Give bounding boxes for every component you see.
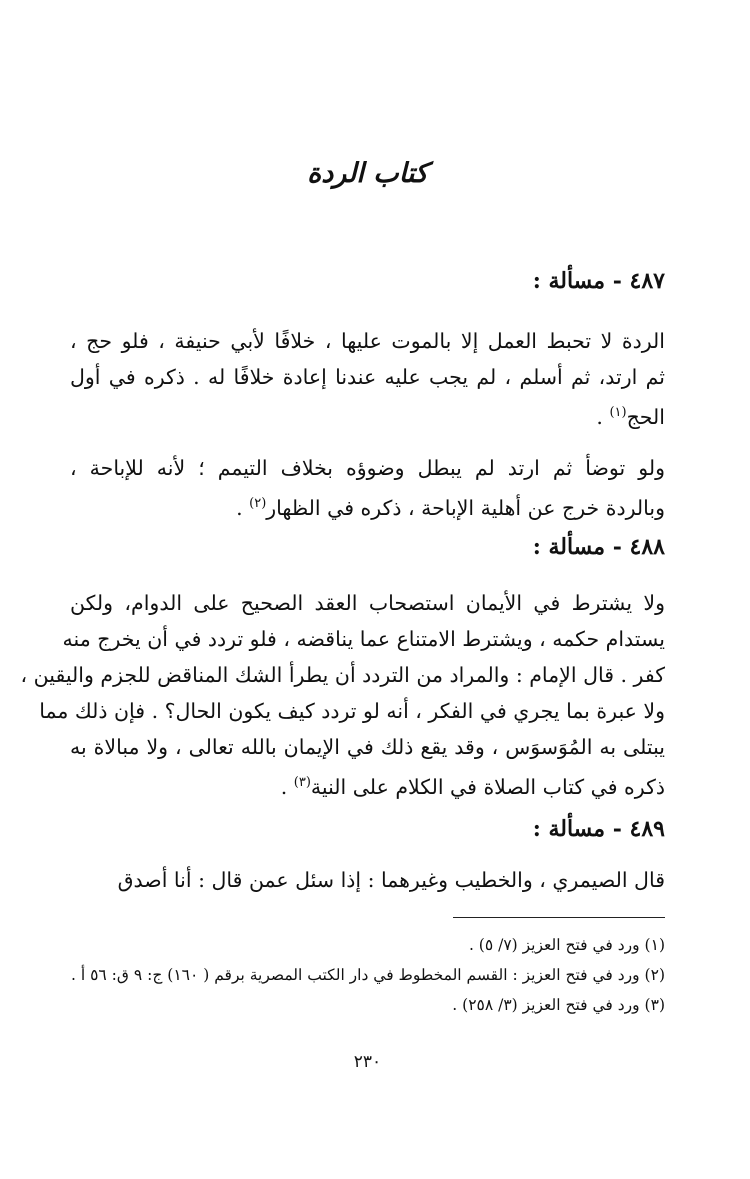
text-punctuation: . (280, 774, 294, 799)
footnotes (70, 930, 665, 1020)
text-punctuation: . (596, 404, 610, 429)
page-number: ٢٣٠ (353, 1052, 382, 1072)
text-punctuation: . (236, 495, 250, 520)
footnote-1: (١) ورد في فتح العزيز (٧/ ٥) . (468, 936, 665, 954)
text-line: ولو توضأ ثم ارتد لم يبطل وضوؤه بخلاف التيمم ؛ لأنه للإباحة ، (70, 456, 665, 480)
text-line: قال الصيمري ، والخطيب وغيرهما : إذا سئل عمن قال : أنا أصدق (117, 868, 665, 892)
text-line: يستدام حكمه ، ويشترط الامتناع عما يناقضه ، فلو تردد في أن يخرج منه (62, 627, 665, 651)
text-line: ذكره في كتاب الصلاة في الكلام على النية (310, 774, 665, 799)
paragraph-saymari (70, 862, 665, 898)
text-line: يبتلى به المُوَسوَس ، وقد يقع ذلك في الإيمان بالله تعالى ، ولا مبالاة به (70, 735, 665, 759)
footnote-3: (٣) ورد في فتح العزيز (٣/ ٢٥٨) . (452, 996, 665, 1014)
text-line: الردة لا تحبط العمل إلا بالموت عليها ، خلافًا لأبي حنيفة ، فلو حج ، (70, 329, 665, 353)
text-line: ولا يشترط في الأيمان استصحاب العقد الصحيح على الدوام، ولكن (70, 591, 665, 615)
issue-heading-487: ٤٨٧ - مسألة : (532, 268, 665, 294)
text-line: ولا عبرة بما يجري في الفكر ، أنه لو تردد كيف يكون الحال؟ . فإن ذلك مما (39, 699, 665, 723)
issue-heading-489: ٤٨٩ - مسألة : (532, 816, 665, 842)
text-line-final (70, 395, 665, 435)
paragraph-faith-conditions (20, 585, 665, 805)
text-line: ثم ارتد، ثم أسلم ، لم يجب عليه عندنا إعادة خلافًا له . ذكره في أول (70, 365, 665, 389)
text-line-final (70, 486, 665, 526)
text-line-final (70, 765, 665, 805)
issue-heading-488: ٤٨٨ - مسألة : (532, 534, 665, 560)
footnote-reference[interactable]: (١) (609, 405, 627, 420)
paragraph-apostasy-deeds (70, 323, 665, 435)
text-line: وبالردة خرج عن أهلية الإباحة ، ذكره في الظهار (266, 495, 665, 520)
footnote-separator (453, 917, 665, 918)
text-line: كفر . قال الإمام : والمراد من التردد أن يطرأ الشك المناقض للجزم واليقين ، (20, 663, 665, 687)
chapter-title: كتاب الردة (307, 158, 428, 189)
text-line: الحج (626, 404, 665, 429)
book-page (20, 0, 665, 1179)
paragraph-ablution (70, 450, 665, 526)
footnote-reference[interactable]: (٢) (249, 496, 267, 511)
footnote-reference[interactable]: (٣) (293, 775, 311, 790)
footnote-2: (٢) ورد في فتح العزيز : القسم المخطوط في دار الكتب المصرية برقم ( ١٦٠) ج: ٩ ق: ٥٦ أ . (71, 966, 665, 984)
